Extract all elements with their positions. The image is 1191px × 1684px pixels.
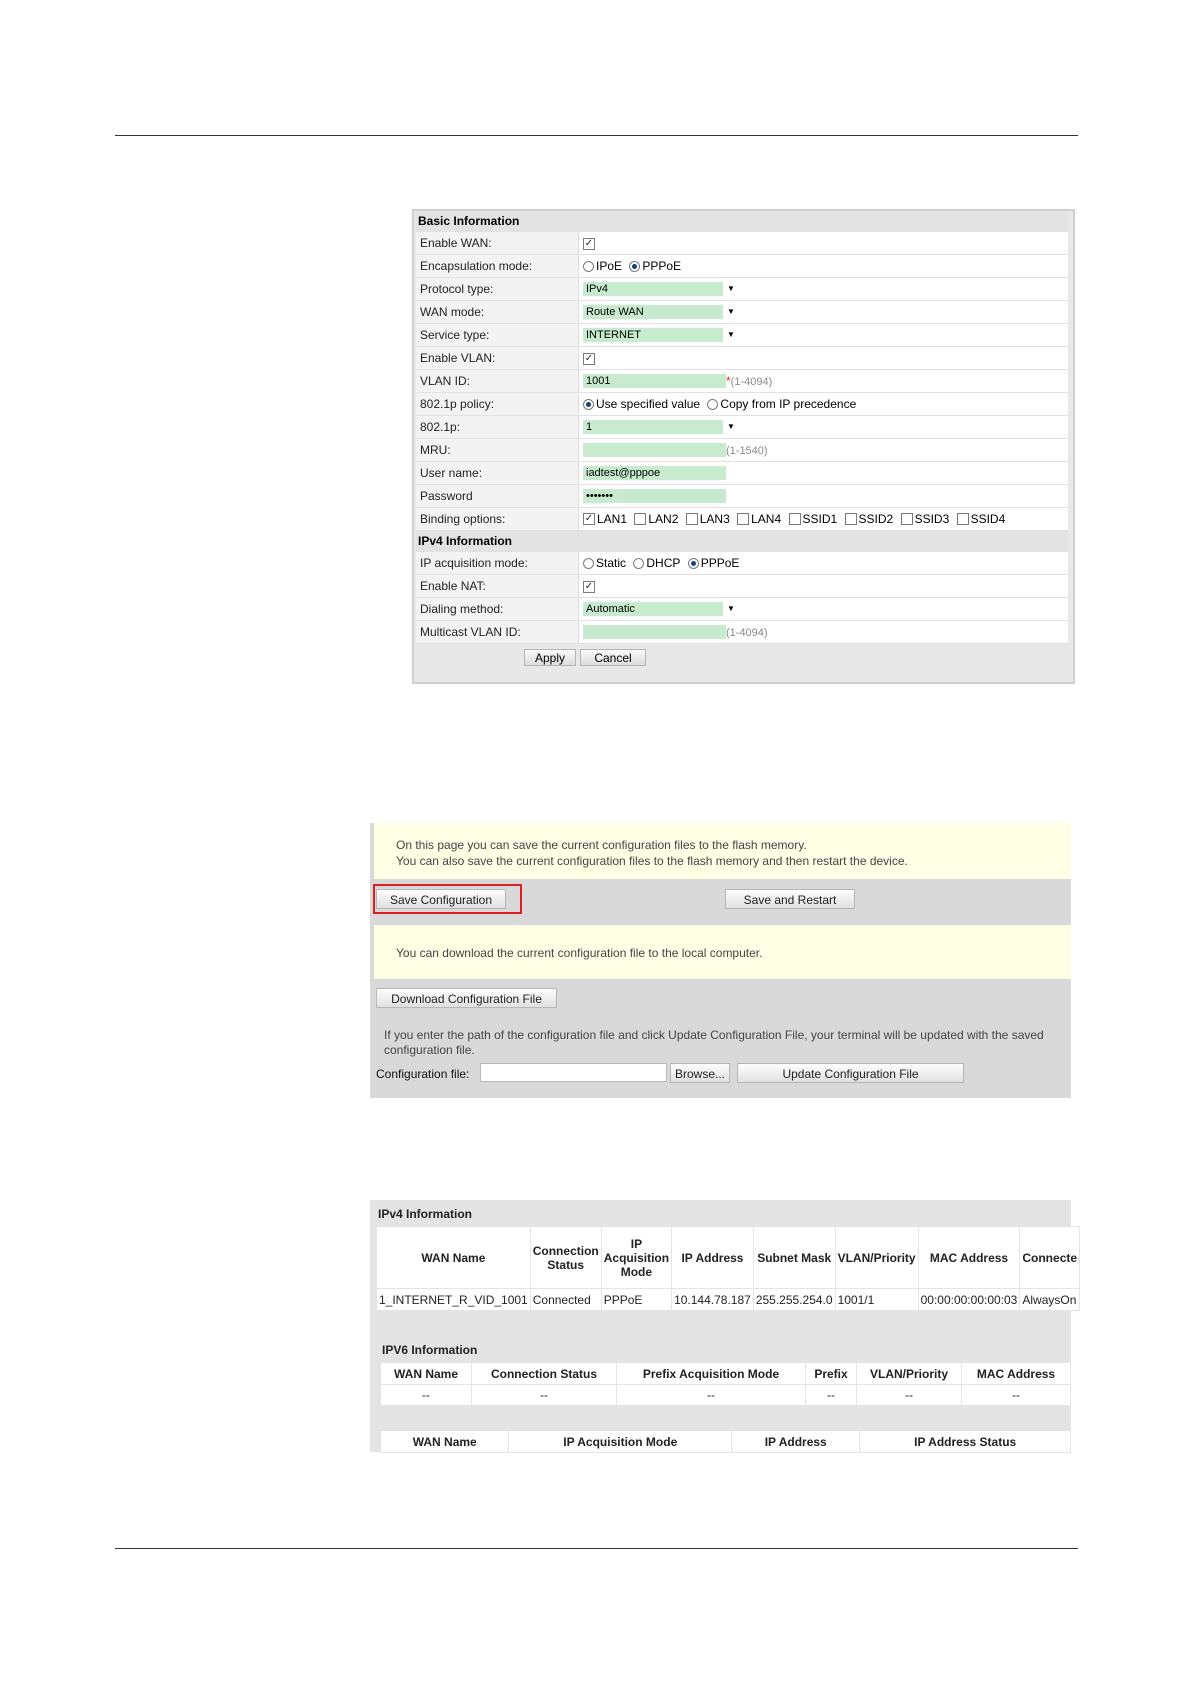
ipv6-col-vlan-priority: VLAN/Priority (857, 1363, 962, 1385)
ipv4-information-table (376, 1226, 1080, 1311)
dialing-method-label: Dialing method: (416, 598, 579, 621)
8021p-label: 802.1p: (416, 416, 579, 439)
chevron-down-icon[interactable]: ▼ (723, 602, 739, 616)
policy-specified-radio[interactable] (583, 399, 594, 410)
multicast-vlan-id-label: Multicast VLAN ID: (416, 621, 579, 644)
binding-ssid1-label: SSID1 (802, 512, 838, 527)
cell-connection-type: AlwaysOn (1020, 1289, 1080, 1311)
save-and-restart-button[interactable]: Save and Restart (725, 889, 855, 909)
cell-wan-name: 1_INTERNET_R_VID_1001 (377, 1289, 531, 1311)
policy-specified-label: Use specified value (596, 397, 701, 412)
col-ip-acq-line2: Acquisition (603, 1250, 670, 1265)
ipv6-cell-connection-status: -- (472, 1385, 617, 1406)
wan-mode-label: WAN mode: (416, 301, 579, 324)
col-vlan-priority: VLAN/Priority (835, 1227, 918, 1289)
cell-ip-address: 10.144.78.187 (672, 1289, 754, 1311)
col-connection-status (530, 1227, 601, 1289)
8021p-value: 1 (586, 421, 593, 434)
ipv6addr-col-ip-acquisition-mode: IP Acquisition Mode (509, 1431, 732, 1453)
col-ip-acquisition-mode (601, 1227, 671, 1289)
vlan-id-range-hint: (1-4094) (730, 375, 773, 388)
save-info-line-1: On this page you can save the current configuration files to the flash memory. (396, 838, 807, 852)
table-row (377, 1289, 1080, 1311)
ipv6-col-prefix: Prefix (806, 1363, 857, 1385)
header-rule (115, 135, 1078, 136)
ipv6-cell-vlan-priority: -- (857, 1385, 962, 1406)
enable-nat-checkbox[interactable]: ✓ (584, 580, 594, 592)
service-type-label: Service type: (416, 324, 579, 347)
acq-dhcp-label: DHCP (646, 556, 681, 571)
policy-copy-label: Copy from IP precedence (720, 397, 857, 412)
configuration-file-input[interactable] (480, 1063, 667, 1082)
ipv6addr-col-ip-address: IP Address (732, 1431, 860, 1453)
protocol-type-select[interactable] (583, 282, 735, 296)
acq-dhcp-radio[interactable] (633, 558, 644, 569)
form-button-row (414, 644, 1073, 670)
binding-ssid4-checkbox[interactable] (957, 513, 969, 525)
8021p-policy-label: 802.1p policy: (416, 393, 579, 416)
binding-ssid4-label: SSID4 (970, 512, 1006, 527)
save-info-line-2: You can also save the current configuration files to the flash memory and then restart the device. (396, 854, 908, 868)
binding-lan2-label: LAN2 (648, 512, 679, 527)
binding-lan1-label: LAN1 (597, 512, 628, 527)
binding-ssid3-checkbox[interactable] (901, 513, 913, 525)
binding-ssid1-checkbox[interactable] (789, 513, 801, 525)
acq-static-label: Static (596, 556, 627, 571)
wan-information-panel (370, 1200, 1078, 1452)
section-ipv4-information: IPv4 Information (416, 531, 1068, 552)
binding-lan1-checkbox[interactable]: ✓ (584, 513, 594, 525)
encap-ipoe-radio[interactable] (583, 261, 594, 272)
highlight-box (373, 884, 522, 914)
chevron-down-icon[interactable]: ▼ (723, 420, 739, 434)
browse-button[interactable]: Browse... (670, 1063, 730, 1083)
vlan-id-input[interactable]: 1001 (583, 374, 726, 388)
password-label: Password (416, 485, 579, 508)
ipv6-col-connection-status: Connection Status (472, 1363, 617, 1385)
ipv6addr-col-wan-name: WAN Name (381, 1431, 509, 1453)
col-subnet-mask: Subnet Mask (753, 1227, 835, 1289)
chevron-down-icon[interactable]: ▼ (723, 282, 739, 296)
vlan-id-label: VLAN ID: (416, 370, 579, 393)
acq-pppoe-label: PPPoE (700, 556, 740, 571)
binding-lan4-checkbox[interactable] (737, 513, 749, 525)
col-mac-address: MAC Address (918, 1227, 1020, 1289)
ipv6-cell-prefix-acquisition-mode: -- (617, 1385, 806, 1406)
binding-ssid2-label: SSID2 (858, 512, 894, 527)
required-marker: * (726, 373, 731, 388)
protocol-type-label: Protocol type: (416, 278, 579, 301)
binding-options-group (579, 508, 1069, 531)
username-input[interactable]: iadtest@pppoe (583, 466, 726, 480)
cell-subnet-mask: 255.255.254.0 (753, 1289, 835, 1311)
encapsulation-mode-label: Encapsulation mode: (416, 255, 579, 278)
binding-ssid3-label: SSID3 (914, 512, 950, 527)
col-connection-type: Connecte (1020, 1227, 1080, 1289)
dialing-method-select[interactable] (583, 602, 735, 616)
configuration-file-label: Configuration file: (376, 1067, 470, 1081)
policy-copy-radio[interactable] (707, 399, 718, 410)
cancel-button[interactable]: Cancel (580, 649, 646, 666)
col-ip-address: IP Address (672, 1227, 754, 1289)
col-connection-status-line1: Connection (532, 1243, 599, 1258)
download-info-text: You can download the current configuration file to the local computer. (396, 946, 763, 960)
binding-lan3-checkbox[interactable] (686, 513, 698, 525)
update-info-line-2: configuration file. (384, 1043, 475, 1057)
multicast-vlan-range-hint: (1-4094) (726, 626, 768, 639)
encap-pppoe-label: PPPoE (642, 259, 682, 274)
dialing-method-value: Automatic (586, 603, 635, 616)
service-type-value: INTERNET (586, 329, 641, 342)
enable-vlan-label: Enable VLAN: (416, 347, 579, 370)
wan-config-form (412, 209, 1075, 684)
acq-static-radio[interactable] (583, 558, 594, 569)
enable-nat-label: Enable NAT: (416, 575, 579, 598)
ipv6-cell-mac-address: -- (962, 1385, 1071, 1406)
binding-lan4-label: LAN4 (751, 512, 782, 527)
save-info-note (374, 823, 1071, 879)
encap-pppoe-radio[interactable] (629, 261, 640, 272)
cell-mac-address: 00:00:00:00:00:03 (918, 1289, 1020, 1311)
cell-ip-acquisition-mode: PPPoE (601, 1289, 671, 1311)
binding-lan3-label: LAN3 (699, 512, 730, 527)
update-configuration-file-button[interactable]: Update Configuration File (737, 1063, 964, 1083)
enable-wan-label: Enable WAN: (416, 232, 579, 255)
mru-label: MRU: (416, 439, 579, 462)
mru-input[interactable] (583, 443, 726, 457)
enable-vlan-checkbox[interactable]: ✓ (584, 352, 594, 364)
apply-button[interactable]: Apply (524, 649, 576, 666)
table-row (381, 1385, 1071, 1406)
protocol-type-value: IPv4 (586, 283, 609, 296)
download-info-note (374, 925, 1071, 979)
col-wan-name: WAN Name (377, 1227, 531, 1289)
ipv4-information-title: IPv4 Information (378, 1207, 473, 1221)
acq-pppoe-radio[interactable] (688, 558, 699, 569)
service-type-select[interactable] (583, 328, 735, 342)
ipv6-cell-wan-name: -- (381, 1385, 472, 1406)
chevron-down-icon[interactable]: ▼ (723, 305, 739, 319)
ipv6-cell-prefix: -- (806, 1385, 857, 1406)
save-configuration-button[interactable]: Save Configuration (376, 889, 506, 909)
8021p-select[interactable] (583, 420, 735, 434)
password-input[interactable]: ••••••• (583, 489, 726, 503)
section-basic-information: Basic Information (416, 211, 1068, 232)
col-ip-acq-line1: IP (630, 1236, 643, 1251)
ipv6addr-col-ip-address-status: IP Address Status (860, 1431, 1071, 1453)
ipv6-col-mac-address: MAC Address (962, 1363, 1071, 1385)
ipv6-address-table (380, 1430, 1071, 1453)
ipv6-col-prefix-acquisition-mode: Prefix Acquisition Mode (617, 1363, 806, 1385)
col-connection-status-line2: Status (547, 1257, 585, 1272)
cell-vlan-priority: 1001/1 (835, 1289, 918, 1311)
download-configuration-file-button[interactable]: Download Configuration File (376, 988, 557, 1008)
ip-acquisition-mode-label: IP acquisition mode: (416, 552, 579, 575)
binding-ssid2-checkbox[interactable] (845, 513, 857, 525)
update-info-line-1: If you enter the path of the configuration file and click Update Configuration File, your terminal will be updated with the saved (384, 1028, 1044, 1042)
ipv6-information-table (380, 1362, 1071, 1406)
footer-rule (115, 1548, 1078, 1549)
update-info-text (384, 1028, 1064, 1058)
wan-mode-value: Route WAN (586, 306, 644, 319)
multicast-vlan-id-input[interactable] (583, 625, 726, 639)
cell-connection-status: Connected (530, 1289, 601, 1311)
configuration-file-panel (370, 823, 1071, 1098)
mru-range-hint: (1-1540) (726, 444, 768, 457)
ipv6-information-title: IPV6 Information (382, 1343, 478, 1357)
encap-ipoe-label: IPoE (596, 259, 623, 274)
chevron-down-icon[interactable]: ▼ (723, 328, 739, 342)
binding-lan2-checkbox[interactable] (634, 513, 646, 525)
col-ip-acq-line3: Mode (620, 1264, 653, 1279)
wan-mode-select[interactable] (583, 305, 735, 319)
ipv6-col-wan-name: WAN Name (381, 1363, 472, 1385)
enable-wan-checkbox[interactable]: ✓ (584, 237, 594, 249)
binding-options-label: Binding options: (416, 508, 579, 531)
username-label: User name: (416, 462, 579, 485)
